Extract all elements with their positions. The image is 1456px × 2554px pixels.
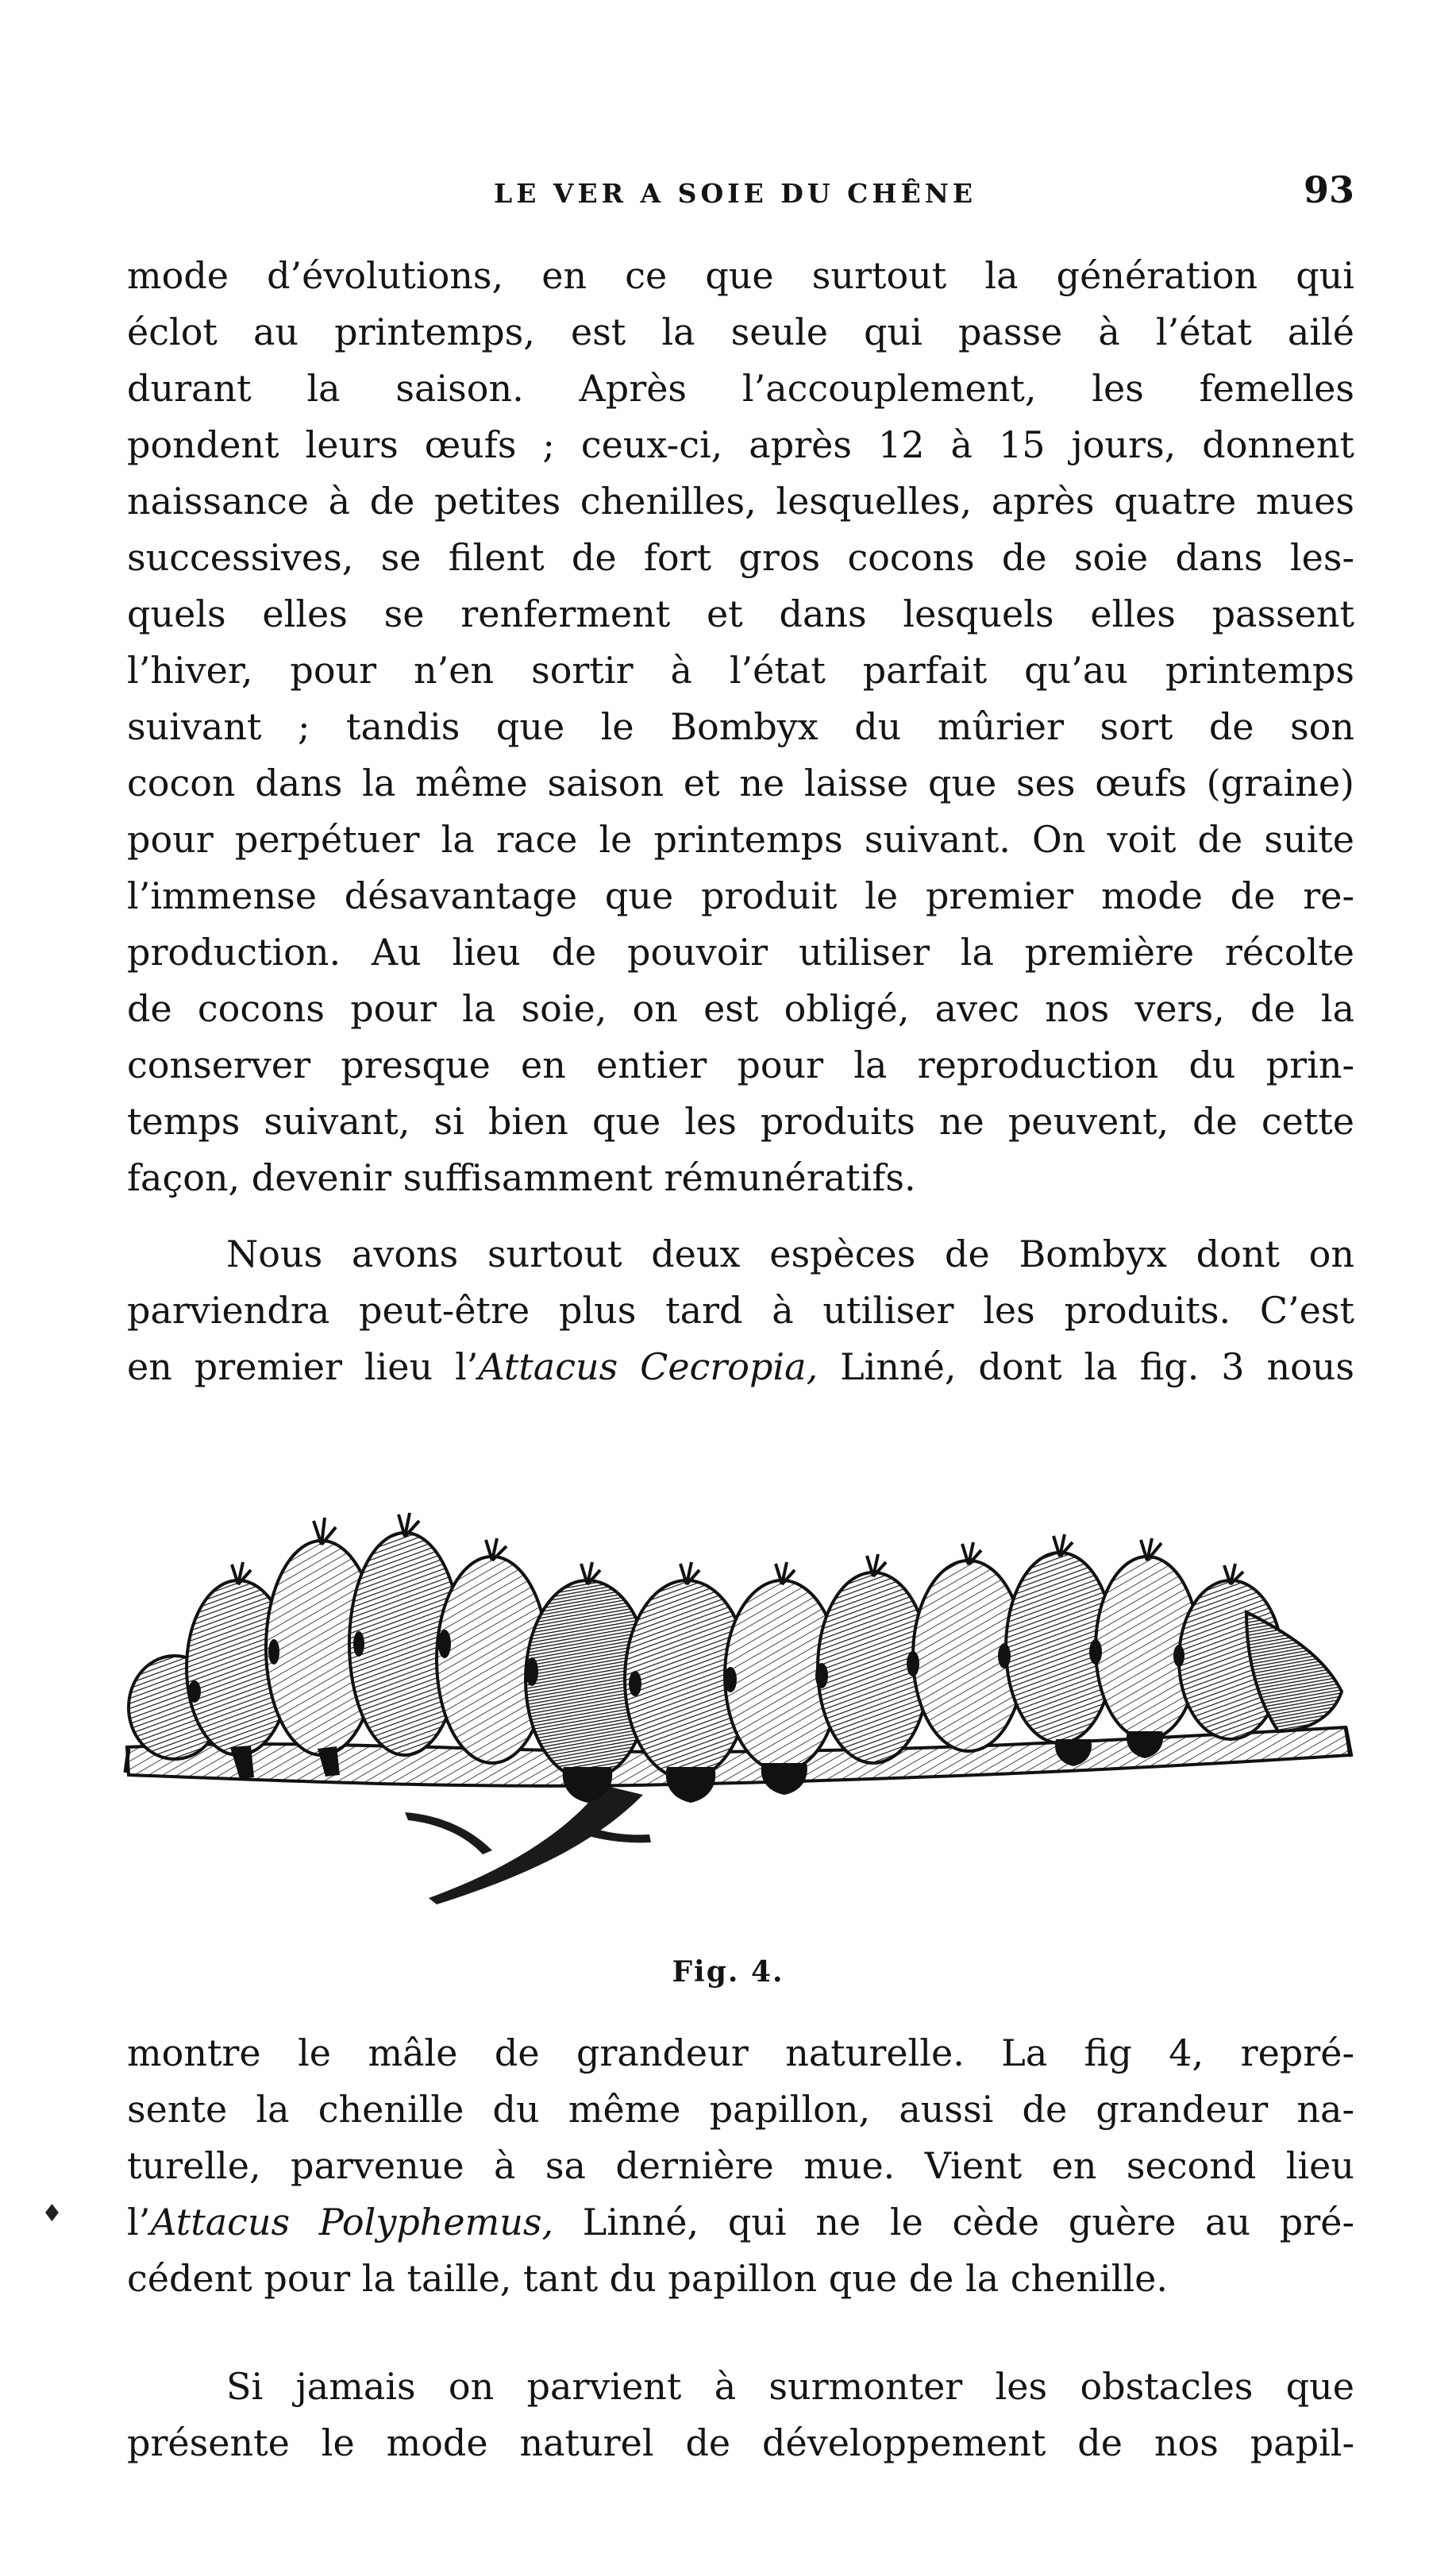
text-line-with-species [127, 2194, 1354, 2251]
text-line: mode d’évolutions, en ce que surtout la génération qui [127, 254, 1354, 297]
running-title: LE VER A SOIE DU CHÊNE [494, 178, 977, 209]
text-line: durant la saison. Après l’accouplement, les femelles [127, 367, 1354, 410]
text-line: de cocons pour la soie, on est obligé, avec nos vers, de la [127, 987, 1354, 1030]
text-line: éclot au printemps, est la seule qui passe à l’état ailé [127, 311, 1354, 353]
text-line: pondent leurs œufs ; ceux-ci, après 12 à 15 jours, donnent [127, 423, 1354, 466]
paragraph-1 [127, 248, 1354, 1206]
text-line: façon, devenir suffisamment rémunératifs. [127, 1156, 916, 1199]
margin-mark: ♦ [41, 2200, 63, 2228]
paragraph-3 [127, 2025, 1354, 2307]
text-line: naissance à de petites chenilles, lesquelles, après quatre mues [127, 480, 1354, 523]
text-run: Linné, dont la fig. 3 nous [818, 1345, 1354, 1388]
species-name-cecropia: Attacus Cecropia, [478, 1345, 819, 1388]
text-run: Linné, qui ne le cède guère au pré- [553, 2201, 1354, 2243]
text-line: présente le mode naturel de développement de nos papil- [127, 2421, 1354, 2464]
text-line: cédent pour la taille, tant du papillon que de la chenille. [127, 2257, 1168, 2300]
text-line: cocon dans la même saison et ne laisse que ses œufs (graine) [127, 762, 1354, 804]
text-line: temps suivant, si bien que les produits ne peuvent, de cette [127, 1100, 1354, 1143]
text-line: montre le mâle de grandeur naturelle. La fig 4, repré- [127, 2031, 1354, 2074]
running-header [127, 168, 1354, 216]
text-line: l’immense désavantage que produit le premier mode de re- [127, 874, 1354, 917]
caterpillar-figure [119, 1453, 1362, 1906]
paragraph-2 [127, 1226, 1354, 1395]
text-line: production. Au lieu de pouvoir utiliser la première récolte [127, 931, 1354, 974]
text-line: quels elles se renferment et dans lesquels elles passent [127, 592, 1354, 635]
text-line: suivant ; tandis que le Bombyx du mûrier sort de son [127, 705, 1354, 748]
text-line: l’hiver, pour n’en sortir à l’état parfait qu’au printemps [127, 649, 1354, 692]
text-line: successives, se filent de fort gros cocons de soie dans les- [127, 536, 1354, 579]
text-line: parviendra peut-être plus tard à utiliser les produits. C’est [127, 1289, 1354, 1332]
text-run: en premier lieu l’ [127, 1345, 479, 1388]
species-name-polyphemus: Attacus Polyphemus, [150, 2201, 554, 2243]
text-run: l’ [127, 2201, 151, 2243]
text-line-with-species [127, 1339, 1354, 1395]
text-line: turelle, parvenue à sa dernière mue. Vient en second lieu [127, 2144, 1354, 2187]
page-number: 93 [1303, 168, 1354, 211]
text-line: sente la chenille du même papillon, aussi de grandeur na- [127, 2088, 1354, 2131]
text-line: Nous avons surtout deux espèces de Bombyx dont on [226, 1233, 1354, 1275]
figure-caption: Fig. 4. [672, 1955, 784, 1989]
text-line: conserver presque en entier pour la reproduction du prin- [127, 1044, 1354, 1086]
caterpillar-engraving [119, 1453, 1362, 1906]
paragraph-4 [127, 2359, 1354, 2471]
text-line: pour perpétuer la race le printemps suivant. On voit de suite [127, 818, 1354, 861]
text-line: Si jamais on parvient à surmonter les obstacles que [226, 2365, 1354, 2408]
